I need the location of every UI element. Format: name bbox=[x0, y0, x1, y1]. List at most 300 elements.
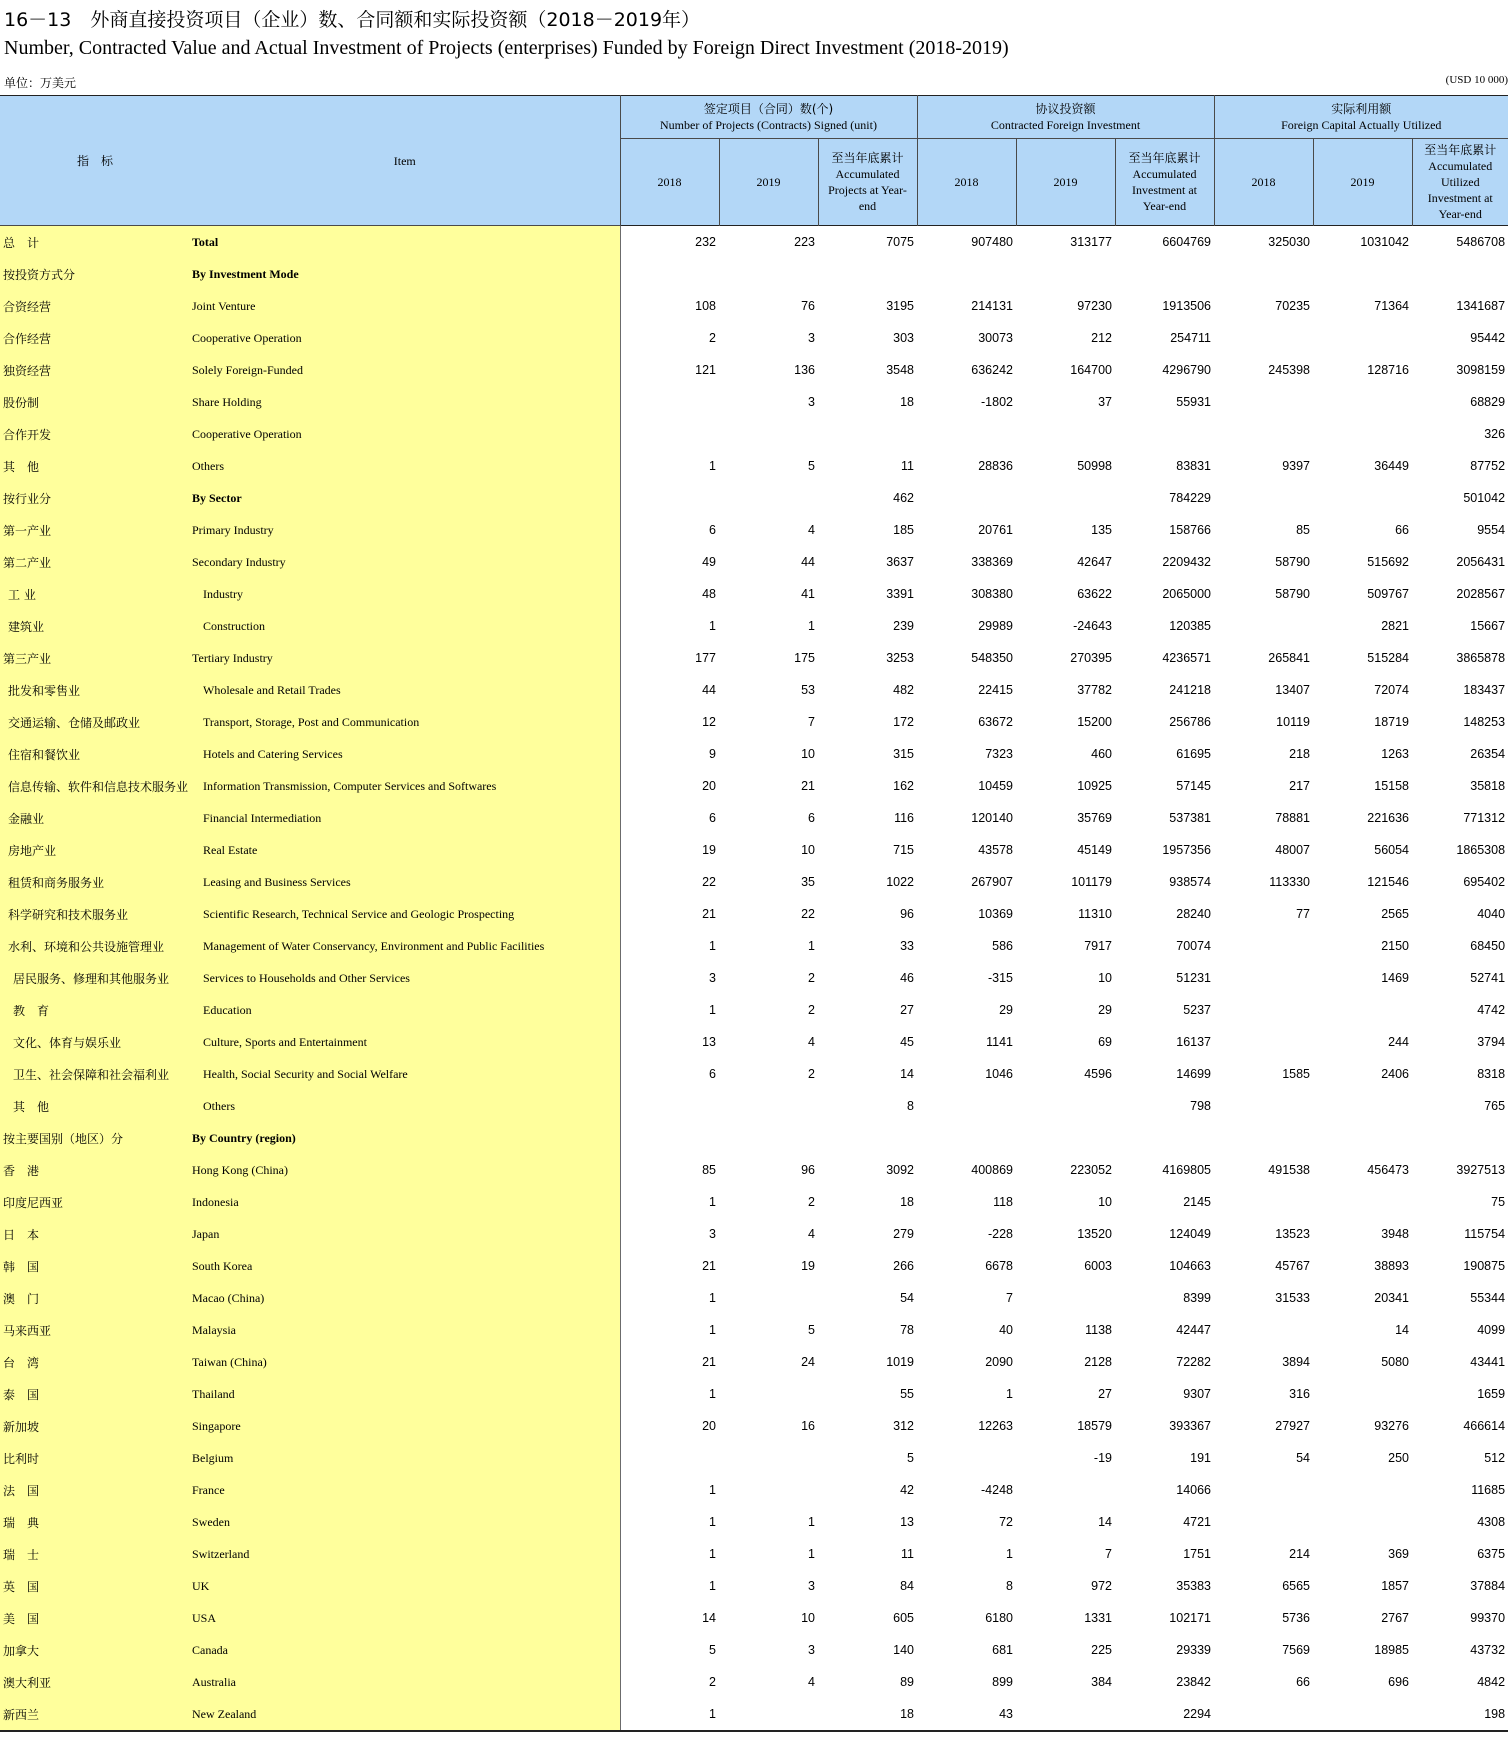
cell-value bbox=[1016, 1090, 1115, 1122]
row-item-en: Construction bbox=[190, 610, 620, 642]
table-row bbox=[0, 546, 1508, 578]
cell-value: 3548 bbox=[886, 363, 914, 377]
cell-value: 50998 bbox=[1077, 459, 1112, 473]
cell-value: 43732 bbox=[1470, 1643, 1506, 1657]
table-row bbox=[0, 450, 1508, 482]
cell-value: 3927513 bbox=[1456, 1163, 1506, 1177]
cell-value bbox=[1115, 258, 1214, 290]
cell-value: 1263 bbox=[1381, 747, 1410, 761]
cell-value: 1 bbox=[620, 1538, 719, 1570]
table-row bbox=[0, 898, 1508, 930]
table-row bbox=[0, 386, 1508, 418]
cell-value bbox=[1214, 258, 1313, 290]
row-indicator-cn: 其 他 bbox=[0, 450, 190, 482]
cell-value: 548350 bbox=[971, 651, 1013, 665]
cell-value: 1751 bbox=[1183, 1547, 1212, 1561]
cell-value: 326 bbox=[1484, 427, 1506, 441]
table-row bbox=[0, 1442, 1508, 1474]
cell-value: 20341 bbox=[1374, 1291, 1410, 1305]
row-item-en: Australia bbox=[190, 1666, 620, 1698]
cell-value: 33 bbox=[900, 939, 914, 953]
row-indicator-cn: 第一产业 bbox=[0, 514, 190, 546]
row-item-en: Education bbox=[190, 994, 620, 1026]
header-projects-2018: 2018 bbox=[620, 139, 719, 226]
row-item-en: Financial Intermediation bbox=[190, 802, 620, 834]
cell-value: 52741 bbox=[1470, 971, 1506, 985]
table-row bbox=[0, 1410, 1508, 1442]
row-item-en: UK bbox=[190, 1570, 620, 1602]
cell-value: 232 bbox=[620, 226, 719, 259]
cell-value: 72 bbox=[999, 1515, 1013, 1529]
cell-value: 4842 bbox=[1477, 1675, 1506, 1689]
cell-value bbox=[1115, 1122, 1214, 1154]
row-indicator-cn: 合作开发 bbox=[0, 418, 190, 450]
cell-value: 11 bbox=[901, 459, 914, 473]
cell-value: 102171 bbox=[1169, 1611, 1212, 1625]
cell-value: 30073 bbox=[978, 331, 1013, 345]
cell-value bbox=[1214, 610, 1313, 642]
cell-value: 2 bbox=[808, 1195, 815, 1209]
row-indicator-cn: 批发和零售业 bbox=[0, 674, 190, 706]
cell-value: 681 bbox=[992, 1643, 1013, 1657]
cell-value: 43441 bbox=[1470, 1355, 1506, 1369]
row-indicator-cn: 英 国 bbox=[0, 1570, 190, 1602]
cell-value bbox=[620, 1090, 719, 1122]
table-row bbox=[0, 866, 1508, 898]
cell-value bbox=[1313, 386, 1412, 418]
cell-value: 13 bbox=[620, 1026, 719, 1058]
table-row bbox=[0, 770, 1508, 802]
cell-value: 10 bbox=[1098, 1195, 1112, 1209]
table-row bbox=[0, 1602, 1508, 1634]
header-group-contracted bbox=[917, 96, 1214, 139]
cell-value: 5080 bbox=[1381, 1355, 1410, 1369]
cell-value: 456473 bbox=[1367, 1163, 1410, 1177]
cell-value: 4040 bbox=[1477, 907, 1506, 921]
row-item-en: Switzerland bbox=[190, 1538, 620, 1570]
cell-value: 21 bbox=[801, 779, 815, 793]
cell-value bbox=[1016, 1698, 1115, 1731]
cell-value: 128716 bbox=[1367, 363, 1410, 377]
cell-value: 212 bbox=[1091, 331, 1112, 345]
header-indicator: 指 标 bbox=[0, 96, 190, 226]
cell-value: 1 bbox=[620, 1282, 719, 1314]
cell-value: 2090 bbox=[985, 1355, 1013, 1369]
row-item-en: By Sector bbox=[190, 482, 620, 514]
cell-value: 21 bbox=[620, 898, 719, 930]
cell-value bbox=[1313, 1090, 1412, 1122]
row-indicator-cn: 金融业 bbox=[0, 802, 190, 834]
row-item-en: Taiwan (China) bbox=[190, 1346, 620, 1378]
cell-value: 13 bbox=[900, 1515, 914, 1529]
table-row bbox=[0, 290, 1508, 322]
cell-value: 586 bbox=[992, 939, 1013, 953]
cell-value: 695402 bbox=[1463, 875, 1506, 889]
cell-value: 369 bbox=[1388, 1547, 1410, 1561]
cell-value: 223 bbox=[794, 235, 815, 249]
cell-value bbox=[1313, 482, 1412, 514]
row-indicator-cn: 加拿大 bbox=[0, 1634, 190, 1666]
cell-value: 241218 bbox=[1169, 683, 1212, 697]
cell-value: 2028567 bbox=[1456, 587, 1506, 601]
row-indicator-cn: 法 国 bbox=[0, 1474, 190, 1506]
row-indicator-cn: 美 国 bbox=[0, 1602, 190, 1634]
row-indicator-cn: 按行业分 bbox=[0, 482, 190, 514]
cell-value: 29 bbox=[999, 1003, 1013, 1017]
cell-value: 9554 bbox=[1477, 523, 1506, 537]
cell-value: 1 bbox=[620, 994, 719, 1026]
table-row bbox=[0, 322, 1508, 354]
header-group-projects-cn: 签定项目（合同）数(个) bbox=[703, 102, 834, 116]
row-indicator-cn: 科学研究和技术服务业 bbox=[0, 898, 190, 930]
cell-value: 2767 bbox=[1381, 1611, 1410, 1625]
cell-value: 8318 bbox=[1477, 1067, 1506, 1081]
cell-value: -1802 bbox=[981, 395, 1013, 409]
cell-value: 972 bbox=[1091, 1579, 1112, 1593]
cell-value: 6 bbox=[808, 811, 815, 825]
cell-value: 20 bbox=[620, 1410, 719, 1442]
cell-value: 5486708 bbox=[1456, 235, 1506, 249]
cell-value: 16 bbox=[801, 1419, 815, 1433]
table-row bbox=[0, 1026, 1508, 1058]
table-row bbox=[0, 1506, 1508, 1538]
cell-value: 3098159 bbox=[1456, 363, 1506, 377]
cell-value: 89 bbox=[900, 1675, 914, 1689]
cell-value: 3 bbox=[620, 962, 719, 994]
row-item-en: Macao (China) bbox=[190, 1282, 620, 1314]
cell-value: 1659 bbox=[1477, 1387, 1506, 1401]
table-row bbox=[0, 994, 1508, 1026]
cell-value: 26354 bbox=[1470, 747, 1506, 761]
cell-value: 245398 bbox=[1268, 363, 1311, 377]
cell-value: 1 bbox=[620, 930, 719, 962]
cell-value: 4169805 bbox=[1162, 1163, 1212, 1177]
unit-label-en: (USD 10 000) bbox=[1445, 74, 1508, 86]
row-indicator-cn: 交通运输、仓储及邮政业 bbox=[0, 706, 190, 738]
cell-value: 2 bbox=[808, 1067, 815, 1081]
cell-value: 3894 bbox=[1282, 1355, 1311, 1369]
cell-value: 11685 bbox=[1471, 1483, 1506, 1497]
cell-value: 13407 bbox=[1275, 683, 1311, 697]
row-item-en: By Country (region) bbox=[190, 1122, 620, 1154]
row-indicator-cn: 澳 门 bbox=[0, 1282, 190, 1314]
cell-value: 177 bbox=[620, 642, 719, 674]
cell-value: 4296790 bbox=[1162, 363, 1212, 377]
table-row bbox=[0, 930, 1508, 962]
cell-value: 308380 bbox=[971, 587, 1013, 601]
row-item-en: Sweden bbox=[190, 1506, 620, 1538]
cell-value: 3865878 bbox=[1456, 651, 1506, 665]
cell-value: 13520 bbox=[1077, 1227, 1112, 1241]
cell-value bbox=[719, 1378, 818, 1410]
cell-value bbox=[620, 386, 719, 418]
cell-value: 48 bbox=[620, 578, 719, 610]
cell-value: 93276 bbox=[1374, 1419, 1410, 1433]
cell-value: 124049 bbox=[1169, 1227, 1212, 1241]
cell-value: 2145 bbox=[1183, 1195, 1212, 1209]
cell-value bbox=[1214, 1474, 1313, 1506]
cell-value: 2 bbox=[808, 971, 815, 985]
cell-value: 491538 bbox=[1268, 1163, 1311, 1177]
cell-value: 393367 bbox=[1169, 1419, 1212, 1433]
cell-value: 2406 bbox=[1381, 1067, 1410, 1081]
cell-value: 28836 bbox=[978, 459, 1013, 473]
header-group-utilized-cn: 实际利用额 bbox=[1331, 102, 1392, 116]
cell-value: 217 bbox=[1289, 779, 1311, 793]
cell-value bbox=[917, 1090, 1016, 1122]
table-row bbox=[0, 578, 1508, 610]
cell-value: 58790 bbox=[1275, 555, 1311, 569]
row-indicator-cn: 租赁和商务服务业 bbox=[0, 866, 190, 898]
table-body bbox=[0, 226, 1508, 1732]
cell-value: 254711 bbox=[1170, 331, 1212, 345]
row-item-en: Malaysia bbox=[190, 1314, 620, 1346]
cell-value: 9397 bbox=[1282, 459, 1311, 473]
cell-value: 4 bbox=[808, 1227, 815, 1241]
row-item-en: France bbox=[190, 1474, 620, 1506]
cell-value: 2128 bbox=[1084, 1355, 1112, 1369]
cell-value bbox=[1115, 418, 1214, 450]
cell-value: 460 bbox=[1091, 747, 1112, 761]
table-row bbox=[0, 226, 1508, 259]
cell-value bbox=[1313, 1378, 1412, 1410]
row-item-en: Management of Water Conservancy, Environment and Public Facilities bbox=[190, 930, 620, 962]
row-indicator-cn: 澳大利亚 bbox=[0, 1666, 190, 1698]
cell-value: 27927 bbox=[1275, 1419, 1311, 1433]
cell-value: 482 bbox=[893, 683, 914, 697]
cell-value: 35383 bbox=[1176, 1579, 1212, 1593]
cell-value: 1031042 bbox=[1360, 235, 1410, 249]
cell-value bbox=[1214, 1090, 1313, 1122]
cell-value: 18 bbox=[818, 1698, 917, 1731]
cell-value: 185 bbox=[893, 523, 914, 537]
cell-value: 120385 bbox=[1169, 619, 1212, 633]
cell-value: 1865308 bbox=[1456, 843, 1506, 857]
cell-value: -315 bbox=[987, 971, 1013, 985]
cell-value: 22415 bbox=[978, 683, 1013, 697]
cell-value: 218 bbox=[1289, 747, 1311, 761]
row-item-en: By Investment Mode bbox=[190, 258, 620, 290]
cell-value bbox=[1412, 258, 1508, 290]
cell-value: 6 bbox=[620, 514, 719, 546]
table-row bbox=[0, 610, 1508, 642]
cell-value bbox=[620, 482, 719, 514]
cell-value: 18 bbox=[900, 1195, 914, 1209]
cell-value: 28240 bbox=[1176, 907, 1212, 921]
cell-value: 1 bbox=[620, 1186, 719, 1218]
table-row bbox=[0, 1122, 1508, 1154]
cell-value: 41 bbox=[801, 587, 815, 601]
cell-value bbox=[1214, 1026, 1313, 1058]
cell-value: 3253 bbox=[886, 651, 914, 665]
cell-value: 4236571 bbox=[1162, 651, 1212, 665]
row-item-en: Joint Venture bbox=[190, 290, 620, 322]
cell-value bbox=[719, 1090, 818, 1122]
cell-value: 1 bbox=[620, 1314, 719, 1346]
cell-value: 14 bbox=[900, 1067, 914, 1081]
cell-value: 10 bbox=[801, 1611, 815, 1625]
cell-value: 1022 bbox=[886, 875, 914, 889]
cell-value: 6 bbox=[620, 802, 719, 834]
cell-value: 38893 bbox=[1374, 1259, 1410, 1273]
cell-value: 183437 bbox=[1463, 683, 1506, 697]
cell-value: 19 bbox=[801, 1259, 815, 1273]
row-indicator-cn: 总 计 bbox=[0, 226, 190, 259]
row-item-en: Singapore bbox=[190, 1410, 620, 1442]
cell-value: 1341687 bbox=[1456, 299, 1506, 313]
cell-value: 5 bbox=[620, 1634, 719, 1666]
row-item-en: Hotels and Catering Services bbox=[190, 738, 620, 770]
cell-value: 70235 bbox=[1275, 299, 1311, 313]
row-item-en: Others bbox=[190, 1090, 620, 1122]
cell-value: 1046 bbox=[985, 1067, 1013, 1081]
cell-value bbox=[1313, 322, 1412, 354]
cell-value: 1 bbox=[808, 939, 815, 953]
table-row bbox=[0, 1154, 1508, 1186]
row-indicator-cn: 新加坡 bbox=[0, 1410, 190, 1442]
header-projects-accumulated: 至当年底累计 Accumulated Projects at Year-end bbox=[818, 139, 917, 226]
cell-value: 162 bbox=[893, 779, 914, 793]
cell-value: 4 bbox=[808, 523, 815, 537]
cell-value: 22 bbox=[620, 866, 719, 898]
cell-value: 37884 bbox=[1470, 1579, 1506, 1593]
cell-value: 23842 bbox=[1176, 1675, 1212, 1689]
cell-value: 19 bbox=[620, 834, 719, 866]
cell-value: 279 bbox=[893, 1227, 914, 1241]
table-row bbox=[0, 1314, 1508, 1346]
cell-value: 16137 bbox=[1176, 1035, 1212, 1049]
cell-value: 214131 bbox=[971, 299, 1013, 313]
cell-value: 87752 bbox=[1470, 459, 1506, 473]
row-indicator-cn: 日 本 bbox=[0, 1218, 190, 1250]
cell-value: 121546 bbox=[1367, 875, 1410, 889]
cell-value: 20 bbox=[620, 770, 719, 802]
cell-value: 68450 bbox=[1470, 939, 1506, 953]
cell-value: 13523 bbox=[1275, 1227, 1311, 1241]
row-item-en: Belgium bbox=[190, 1442, 620, 1474]
cell-value bbox=[1214, 1698, 1313, 1731]
table-row bbox=[0, 802, 1508, 834]
cell-value: 10119 bbox=[1276, 715, 1311, 729]
cell-value: -228 bbox=[987, 1227, 1013, 1241]
cell-value: 312 bbox=[893, 1419, 914, 1433]
row-indicator-cn: 瑞 士 bbox=[0, 1538, 190, 1570]
cell-value: 4 bbox=[808, 1035, 815, 1049]
cell-value: 18579 bbox=[1077, 1419, 1112, 1433]
row-indicator-cn: 文化、体育与娱乐业 bbox=[0, 1026, 190, 1058]
row-item-en: New Zealand bbox=[190, 1698, 620, 1731]
header-contracted-2019: 2019 bbox=[1016, 139, 1115, 226]
cell-value: 20761 bbox=[978, 523, 1013, 537]
cell-value bbox=[719, 1442, 818, 1474]
cell-value: 75 bbox=[1491, 1195, 1506, 1209]
row-item-en: Real Estate bbox=[190, 834, 620, 866]
cell-value: 1 bbox=[620, 1474, 719, 1506]
cell-value: 44 bbox=[620, 674, 719, 706]
row-indicator-cn: 比利时 bbox=[0, 1442, 190, 1474]
cell-value: 1141 bbox=[986, 1035, 1013, 1049]
cell-value: 54 bbox=[1296, 1451, 1311, 1465]
header-utilized-accumulated: 至当年底累计 Accumulated Utilized Investment at Year-end bbox=[1412, 139, 1508, 226]
cell-value bbox=[917, 1442, 1016, 1474]
cell-value bbox=[818, 418, 917, 450]
row-item-en: Scientific Research, Technical Service and Geologic Prospecting bbox=[190, 898, 620, 930]
row-item-en: Others bbox=[190, 450, 620, 482]
row-item-en: Services to Households and Other Services bbox=[190, 962, 620, 994]
cell-value: 2065000 bbox=[1162, 587, 1212, 601]
cell-value: 3391 bbox=[886, 587, 914, 601]
cell-value: 7569 bbox=[1282, 1643, 1311, 1657]
cell-value: 1469 bbox=[1381, 971, 1410, 985]
cell-value: 12263 bbox=[978, 1419, 1013, 1433]
cell-value bbox=[1214, 930, 1313, 962]
cell-value: 1 bbox=[808, 1515, 815, 1529]
cell-value: 512 bbox=[1484, 1451, 1506, 1465]
cell-value: 6375 bbox=[1477, 1547, 1506, 1561]
cell-value: 10 bbox=[801, 843, 815, 857]
cell-value: 1913506 bbox=[1162, 299, 1212, 313]
cell-value: 1585 bbox=[1282, 1067, 1311, 1081]
header-group-contracted-cn: 协议投资额 bbox=[1035, 102, 1096, 116]
cell-value bbox=[719, 418, 818, 450]
row-item-en: USA bbox=[190, 1602, 620, 1634]
cell-value: 104663 bbox=[1169, 1259, 1212, 1273]
table-row bbox=[0, 1666, 1508, 1698]
cell-value bbox=[719, 1474, 818, 1506]
cell-value: 37 bbox=[1098, 395, 1112, 409]
cell-value: 72074 bbox=[1374, 683, 1410, 697]
cell-value: 42 bbox=[900, 1483, 914, 1497]
cell-value: 400869 bbox=[971, 1163, 1013, 1177]
cell-value bbox=[719, 1282, 818, 1314]
row-item-en: South Korea bbox=[190, 1250, 620, 1282]
header-item: Item bbox=[190, 96, 620, 226]
cell-value: 1 bbox=[620, 610, 719, 642]
cell-value: 96 bbox=[900, 907, 914, 921]
cell-value: -4248 bbox=[981, 1483, 1013, 1497]
cell-value: 1019 bbox=[886, 1355, 914, 1369]
cell-value bbox=[1313, 1698, 1412, 1731]
statistics-table-container bbox=[0, 95, 1508, 1732]
cell-value bbox=[1214, 1314, 1313, 1346]
cell-value: 3 bbox=[620, 1218, 719, 1250]
cell-value: 223052 bbox=[1070, 1163, 1112, 1177]
cell-value: 771312 bbox=[1463, 811, 1506, 825]
cell-value: 68829 bbox=[1470, 395, 1506, 409]
cell-value: 113330 bbox=[1269, 875, 1311, 889]
cell-value: 55344 bbox=[1470, 1291, 1506, 1305]
cell-value bbox=[1214, 1506, 1313, 1538]
row-indicator-cn: 马来西亚 bbox=[0, 1314, 190, 1346]
cell-value: 313177 bbox=[1070, 235, 1112, 249]
row-indicator-cn: 股份制 bbox=[0, 386, 190, 418]
cell-value: 2056431 bbox=[1456, 555, 1506, 569]
cell-value: 14699 bbox=[1176, 1067, 1212, 1081]
cell-value: 45767 bbox=[1275, 1259, 1311, 1273]
table-row bbox=[0, 1570, 1508, 1602]
cell-value: 1 bbox=[620, 1378, 719, 1410]
cell-value: 11310 bbox=[1078, 907, 1112, 921]
row-indicator-cn: 卫生、社会保障和社会福利业 bbox=[0, 1058, 190, 1090]
cell-value: 21 bbox=[620, 1250, 719, 1282]
cell-value: 2150 bbox=[1381, 939, 1410, 953]
cell-value: 509767 bbox=[1367, 587, 1410, 601]
cell-value bbox=[1016, 418, 1115, 450]
cell-value: 384 bbox=[1091, 1675, 1112, 1689]
cell-value: 18985 bbox=[1374, 1643, 1410, 1657]
row-item-en: Japan bbox=[190, 1218, 620, 1250]
cell-value: 44 bbox=[801, 555, 815, 569]
